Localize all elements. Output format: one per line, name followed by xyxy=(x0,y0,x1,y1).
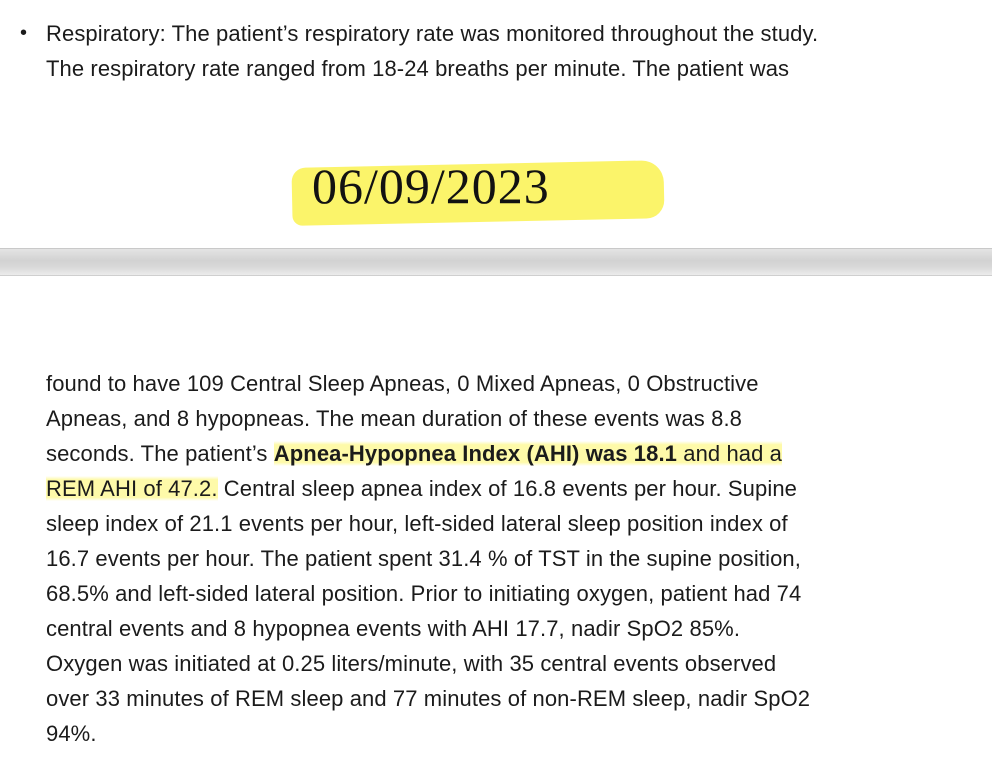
date-annotation xyxy=(292,150,664,222)
bullet-line-1: Respiratory: The patient’s respiratory rate was monitored throughout the study. xyxy=(46,21,819,46)
page-divider xyxy=(0,248,992,276)
para-line-7: 68.5% and left-sided lateral position. Prior to initiating oxygen, patient had 74 xyxy=(46,581,802,606)
bottom-section xyxy=(0,276,992,762)
para-line-1: found to have 109 Central Sleep Apneas, 0 Mixed Apneas, 0 Obstructive xyxy=(46,371,759,396)
bullet-marker: • xyxy=(20,22,28,44)
top-section xyxy=(0,0,992,248)
para-line-10: over 33 minutes of REM sleep and 77 minutes of non-REM sleep, nadir SpO2 xyxy=(46,686,811,711)
respiratory-bullet xyxy=(18,16,978,86)
findings-paragraph xyxy=(46,366,976,751)
para-line-3-start: seconds. The patient’s xyxy=(46,441,274,466)
para-line-2: Apneas, and 8 hypopneas. The mean duration of these events was 8.8 xyxy=(46,406,743,431)
bullet-text xyxy=(46,16,818,86)
para-line-8: central events and 8 hypopnea events with AHI 17.7, nadir SpO2 85%. xyxy=(46,616,741,641)
ahi-highlight: Apnea-Hypopnea Index (AHI) was 18.1 xyxy=(273,441,678,466)
para-line-11: 94%. xyxy=(46,721,97,746)
bullet-line-2: The respiratory rate ranged from 18-24 breaths per minute. The patient was xyxy=(46,56,790,81)
para-line-4 xyxy=(46,471,976,506)
para-line-5: sleep index of 21.1 events per hour, left-sided lateral sleep position index of xyxy=(46,511,788,536)
date-text: 06/09/2023 xyxy=(312,158,550,214)
para-line-3-end: and had a xyxy=(677,441,782,466)
para-line-6: 16.7 events per hour. The patient spent 31.4 % of TST in the supine position, xyxy=(46,546,801,571)
para-line-3 xyxy=(46,436,976,471)
rem-ahi-highlight: REM AHI of 47.2. xyxy=(46,476,218,501)
para-line-4-rest: Central sleep apnea index of 16.8 events per hour. Supine xyxy=(217,476,797,501)
para-line-9: Oxygen was initiated at 0.25 liters/minute, with 35 central events observed xyxy=(46,651,777,676)
